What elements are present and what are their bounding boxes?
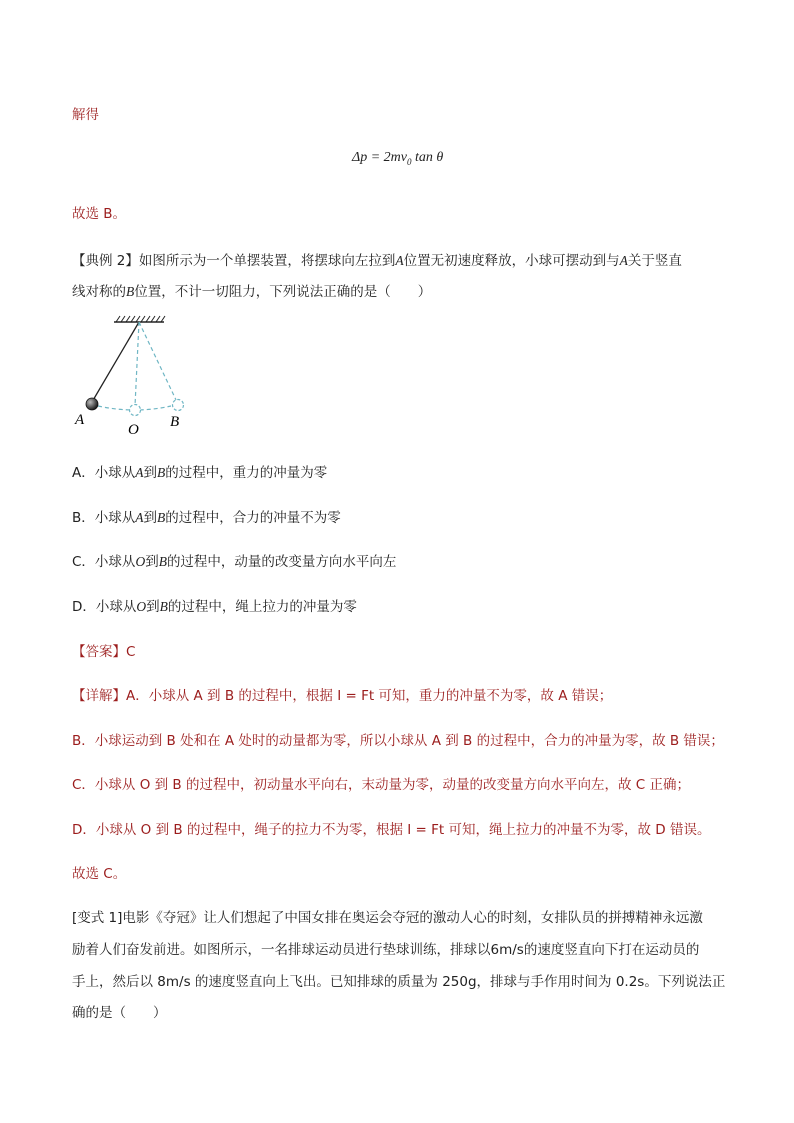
var: O bbox=[136, 599, 147, 614]
option-c bbox=[72, 550, 396, 570]
detail-a bbox=[72, 684, 612, 704]
detail-c: C．小球从 O 到 B 的过程中，初动量水平向右，末动量为零，动量的改变量方向水平向左，故 C 正确； bbox=[72, 777, 690, 793]
label-b: B bbox=[170, 414, 180, 430]
q-text: 位置无初速度释放，小球可摆动到与 bbox=[403, 253, 620, 269]
detail-text-a: A．小球从 A 到 B 的过程中，根据 I = Ft 可知，重力的冲量不为零，故 A 错误； bbox=[126, 688, 613, 704]
option-text: 的过程中，合力的冲量不为零 bbox=[165, 510, 341, 526]
var: B bbox=[157, 510, 166, 525]
option-key: A．小球从 bbox=[72, 465, 136, 481]
option-text: 到 bbox=[145, 554, 159, 570]
var: B bbox=[159, 599, 168, 614]
dashed-string-o bbox=[135, 322, 139, 406]
q-text: 位置，不计一切阻力，下列说法正确的是（ ） bbox=[134, 284, 432, 300]
var: A bbox=[135, 510, 144, 525]
solution-choice: 故选 B。 bbox=[72, 206, 127, 222]
example2-tag: 【典例 2】 bbox=[72, 253, 139, 269]
variant1-line2: 励着人们奋发前进。如图所示，一名排球运动员进行垫球训练，排球以6m/s的速度竖直向下打在运动员的 bbox=[72, 942, 700, 958]
option-d bbox=[72, 595, 357, 615]
option-text: 到 bbox=[143, 465, 157, 481]
option-text: 到 bbox=[146, 599, 160, 615]
dashed-string-b bbox=[139, 322, 177, 402]
var: B bbox=[157, 465, 166, 480]
variant1-line1: [变式 1]电影《夺冠》让人们想起了中国女排在奥运会夺冠的激动人心的时刻，女排队员的拼搏精神永远激 bbox=[72, 910, 703, 926]
answer-tag: 【答案】 bbox=[72, 644, 126, 660]
variant1-line4: 确的是（ ） bbox=[72, 1005, 167, 1021]
option-text: 的过程中，动量的改变量方向水平向左 bbox=[166, 554, 397, 570]
var-a: A bbox=[395, 253, 404, 268]
example2-choice: 故选 C。 bbox=[72, 866, 127, 882]
option-b bbox=[72, 506, 341, 526]
answer-line bbox=[72, 640, 135, 660]
solution-intro: 解得 bbox=[72, 107, 99, 123]
option-a bbox=[72, 461, 327, 481]
label-o: O bbox=[128, 422, 139, 438]
pendulum-figure bbox=[70, 312, 200, 438]
formula-subscript: 0 bbox=[407, 156, 412, 167]
var: A bbox=[135, 465, 144, 480]
option-text: 到 bbox=[143, 510, 158, 526]
example2-question-line1 bbox=[72, 249, 682, 269]
var: B bbox=[158, 554, 167, 569]
detail-tag: 【详解】 bbox=[72, 688, 126, 704]
option-text: 的过程中，绳上拉力的冲量为零 bbox=[167, 599, 357, 615]
option-key: C．小球从 bbox=[72, 554, 136, 570]
detail-b: B．小球运动到 B 处和在 A 处时的动量都为零，所以小球从 A 到 B 的过程中，合力的冲量为零，故 B 错误； bbox=[72, 733, 724, 749]
formula-rhs: tan θ bbox=[411, 150, 444, 165]
variant1-line3: 手上，然后以 8m/s 的速度竖直向上飞出。已知排球的质量为 250g，排球与手作用时间为 0.2s。下列说法正 bbox=[72, 974, 726, 990]
ball-position-b bbox=[173, 400, 184, 411]
detail-d: D．小球从 O 到 B 的过程中，绳子的拉力不为零，根据 I = Ft 可知，绳上拉力的冲量不为零，故 D 错误。 bbox=[72, 822, 711, 838]
pendulum-string bbox=[92, 322, 139, 402]
q-text: 如图所示为一个单摆装置，将摆球向左拉到 bbox=[138, 253, 396, 269]
q-text: 关于竖直 bbox=[627, 253, 682, 269]
momentum-formula bbox=[352, 150, 443, 167]
var-a: A bbox=[619, 253, 628, 268]
ball-position-o bbox=[130, 405, 141, 416]
option-key: D．小球从 bbox=[72, 599, 137, 615]
formula-lhs: Δp = 2mv bbox=[352, 150, 407, 165]
var-b: B bbox=[126, 284, 135, 299]
ceiling-hatch bbox=[116, 316, 165, 322]
option-text: 的过程中，重力的冲量为零 bbox=[165, 465, 328, 481]
pendulum-ball-a bbox=[86, 398, 98, 410]
label-a: A bbox=[75, 412, 85, 428]
q-text: 线对称的 bbox=[72, 284, 126, 300]
var: O bbox=[135, 554, 146, 569]
option-key: B．小球从 bbox=[72, 510, 136, 526]
example2-question-line2 bbox=[72, 280, 431, 300]
answer-value: C bbox=[126, 644, 136, 660]
